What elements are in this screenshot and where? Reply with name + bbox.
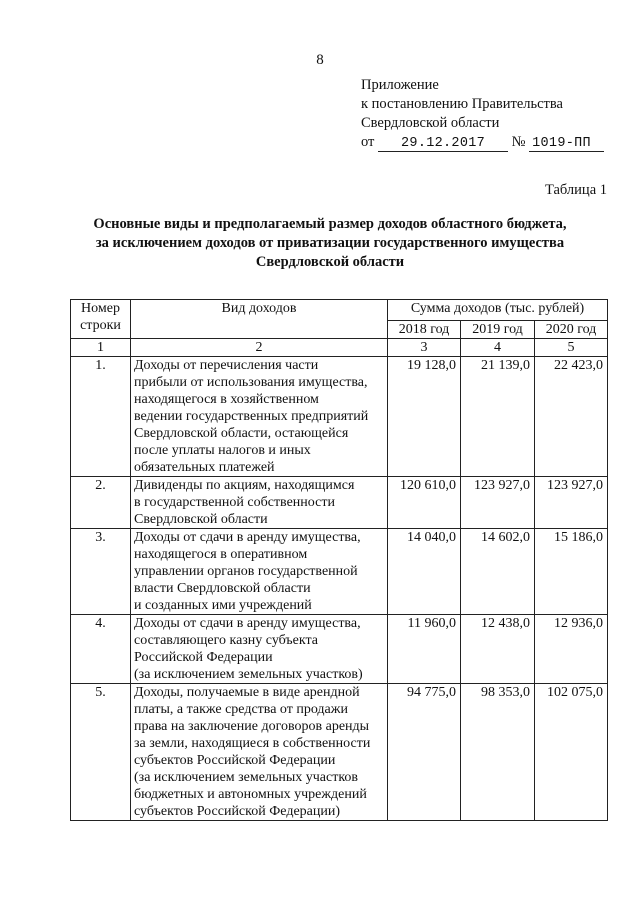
income-type-line: находящегося в оперативном bbox=[134, 547, 308, 562]
amount-2020-cell: 22 423,0 bbox=[535, 357, 608, 477]
date-prefix: от bbox=[361, 134, 375, 150]
table-header-row bbox=[71, 300, 608, 321]
approval-line-region: Свердловской области bbox=[361, 115, 500, 131]
amount-2020-cell: 12 936,0 bbox=[535, 615, 608, 684]
resolution-date: 29.12.2017 bbox=[378, 136, 508, 152]
income-type-line: власти Свердловской области bbox=[134, 581, 311, 596]
income-type-line: находящегося в хозяйственном bbox=[134, 392, 319, 407]
income-type-line: платы, а также средства от продажи bbox=[134, 702, 348, 717]
income-type-line: Доходы от сдачи в аренду имущества, bbox=[134, 530, 361, 545]
amount-2020-cell: 123 927,0 bbox=[535, 477, 608, 529]
row-number-cell: 2. bbox=[71, 477, 131, 529]
amount-2020-cell: 102 075,0 bbox=[535, 684, 608, 821]
income-type-line: после уплаты налогов и иных bbox=[134, 443, 311, 458]
approval-block bbox=[361, 76, 604, 152]
column-index: 5 bbox=[535, 339, 608, 357]
income-type-line: Доходы от перечисления части bbox=[134, 358, 319, 373]
income-type-line: прибыли от использования имущества, bbox=[134, 375, 368, 390]
column-index: 3 bbox=[388, 339, 461, 357]
title-line-1: Основные виды и предполагаемый размер доходов областного бюджета, bbox=[93, 216, 567, 232]
amount-2018-cell: 94 775,0 bbox=[388, 684, 461, 821]
income-type-line: Российской Федерации bbox=[134, 650, 273, 665]
income-type-cell bbox=[131, 684, 388, 821]
income-type-line: ведении государственных предприятий bbox=[134, 409, 369, 424]
amount-2018-cell: 14 040,0 bbox=[388, 529, 461, 615]
table-label: Таблица 1 bbox=[544, 182, 607, 198]
income-type-line: Доходы от сдачи в аренду имущества, bbox=[134, 616, 361, 631]
amount-2018-cell: 19 128,0 bbox=[388, 357, 461, 477]
column-index: 2 bbox=[131, 339, 388, 357]
income-type-line: Свердловской области, остающейся bbox=[134, 426, 349, 441]
title-line-3: Свердловской области bbox=[255, 254, 405, 270]
income-type-line: (за исключением земельных участков) bbox=[134, 667, 363, 682]
row-number-cell: 5. bbox=[71, 684, 131, 821]
header-year-2019: 2019 год bbox=[461, 321, 535, 339]
income-type-line: Дивиденды по акциям, находящимся bbox=[134, 478, 355, 493]
income-type-line: Доходы, получаемые в виде арендной bbox=[134, 685, 360, 700]
row-number-cell: 3. bbox=[71, 529, 131, 615]
amount-2018-cell: 120 610,0 bbox=[388, 477, 461, 529]
document-title bbox=[60, 215, 600, 272]
column-index: 1 bbox=[71, 339, 131, 357]
number-prefix: № bbox=[511, 134, 526, 150]
column-index-row bbox=[71, 339, 608, 357]
income-type-line: и созданных ими учреждений bbox=[134, 598, 312, 613]
income-type-cell bbox=[131, 529, 388, 615]
amount-2019-cell: 12 438,0 bbox=[461, 615, 535, 684]
income-table bbox=[70, 299, 608, 821]
header-year-2020: 2020 год bbox=[535, 321, 608, 339]
income-type-line: составляющего казну субъекта bbox=[134, 633, 318, 648]
income-type-cell bbox=[131, 357, 388, 477]
table-row bbox=[71, 684, 608, 821]
table-row bbox=[71, 357, 608, 477]
income-type-line: за земли, находящиеся в собственности bbox=[134, 736, 371, 751]
approval-date-line bbox=[361, 133, 604, 152]
header-income-type: Вид доходов bbox=[131, 300, 388, 339]
approval-line-resolution: к постановлению Правительства bbox=[361, 96, 563, 112]
income-type-line: управлении органов государственной bbox=[134, 564, 358, 579]
income-type-line: Свердловской области bbox=[134, 512, 268, 527]
header-row-number: Номер строки bbox=[71, 300, 131, 339]
amount-2020-cell: 15 186,0 bbox=[535, 529, 608, 615]
row-number-cell: 1. bbox=[71, 357, 131, 477]
amount-2019-cell: 14 602,0 bbox=[461, 529, 535, 615]
income-type-line: права на заключение договоров аренды bbox=[134, 719, 370, 734]
amount-2018-cell: 11 960,0 bbox=[388, 615, 461, 684]
income-type-line: бюджетных и автономных учреждений bbox=[134, 787, 367, 802]
row-number-cell: 4. bbox=[71, 615, 131, 684]
amount-2019-cell: 98 353,0 bbox=[461, 684, 535, 821]
income-type-line: в государственной собственности bbox=[134, 495, 335, 510]
header-year-2018: 2018 год bbox=[388, 321, 461, 339]
approval-line-appendix: Приложение bbox=[361, 77, 439, 93]
income-type-line: (за исключением земельных участков bbox=[134, 770, 359, 785]
amount-2019-cell: 123 927,0 bbox=[461, 477, 535, 529]
table-row bbox=[71, 477, 608, 529]
amount-2019-cell: 21 139,0 bbox=[461, 357, 535, 477]
table-row bbox=[71, 529, 608, 615]
column-index: 4 bbox=[461, 339, 535, 357]
page-number: 8 bbox=[316, 52, 324, 68]
income-type-cell bbox=[131, 477, 388, 529]
resolution-number: 1019-ПП bbox=[529, 136, 604, 152]
table-row bbox=[71, 615, 608, 684]
income-type-line: обязательных платежей bbox=[134, 460, 275, 475]
income-type-cell bbox=[131, 615, 388, 684]
income-type-line: субъектов Российской Федерации bbox=[134, 753, 336, 768]
header-amount: Сумма доходов (тыс. рублей) bbox=[388, 300, 608, 321]
income-type-line: субъектов Российской Федерации) bbox=[134, 804, 341, 819]
title-line-2: за исключением доходов от приватизации государственного имущества bbox=[95, 235, 565, 251]
